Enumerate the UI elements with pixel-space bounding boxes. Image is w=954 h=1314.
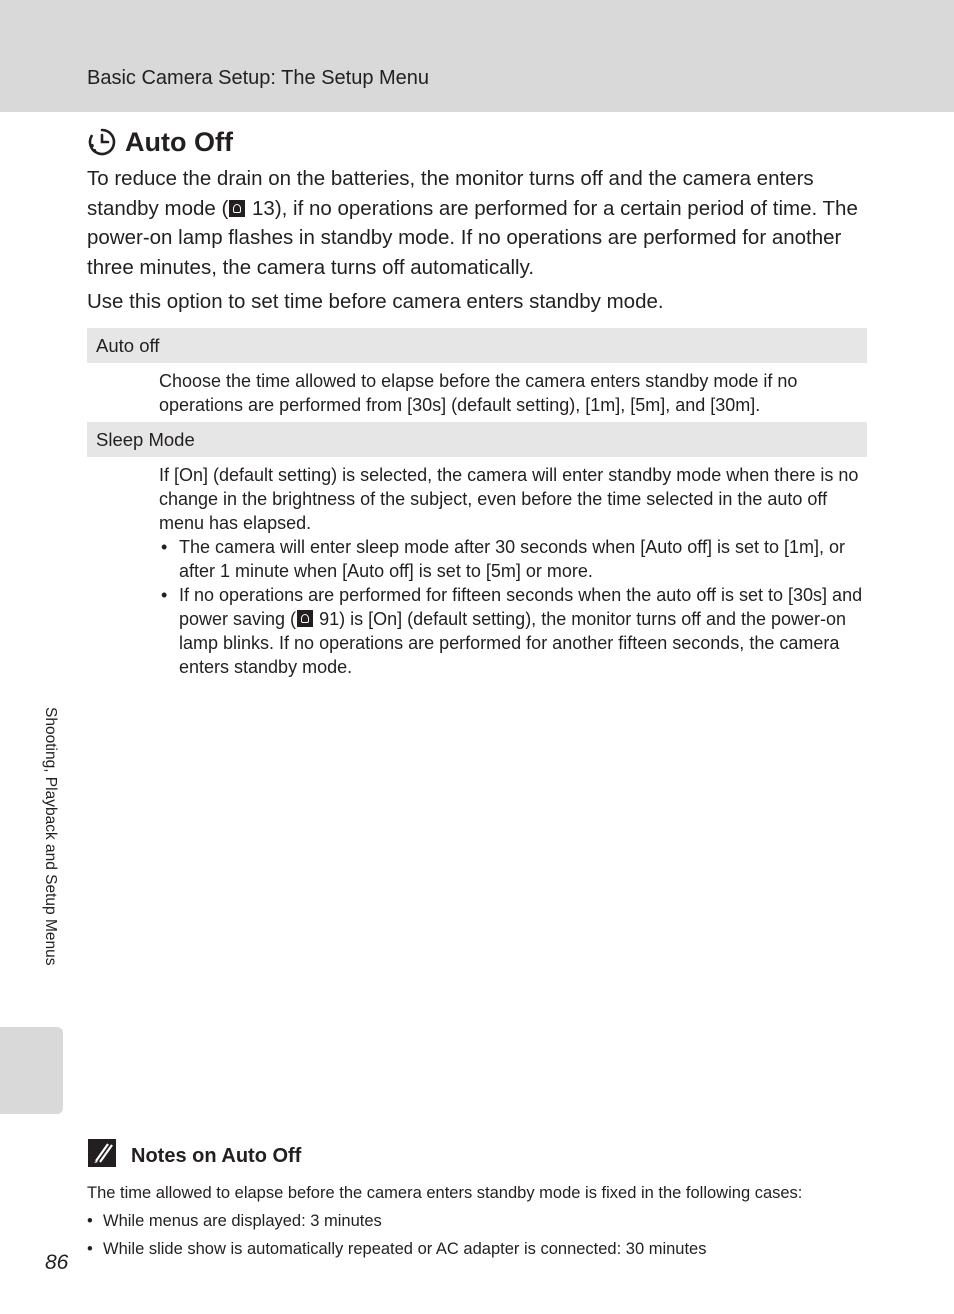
note-title: Notes on Auto Off bbox=[131, 1144, 302, 1167]
auto-off-timer-icon bbox=[87, 127, 117, 157]
sleep-mode-bullets bbox=[159, 535, 864, 679]
section-title: Basic Camera Setup: The Setup Menu bbox=[87, 67, 430, 89]
note-heading bbox=[87, 1140, 301, 1172]
note-pencil-icon bbox=[87, 1138, 117, 1174]
list-item: • The camera will enter sleep mode after 30 seconds when [Auto off] is set to [1m], or after 1 minute when [Auto off] is set to [5m] or more. bbox=[159, 535, 864, 583]
bullet-text-part: ) is [On] (default setting), the monitor turns off and the power-on lamp blinks. If no operations are performed for another fifteen seconds, the camera enters standby mode. bbox=[179, 609, 847, 677]
intro-text-part: ), if no operations are performed for a certain period of time. The power-on lamp flashes in standby mode. If no operations are performed for another three minutes, the camera turns off automatically. bbox=[87, 196, 858, 279]
note-intro: The time allowed to elapse before the camera enters standby mode is fixed in the following cases: bbox=[87, 1184, 803, 1202]
header-band bbox=[0, 0, 954, 112]
page-title-text: Auto Off bbox=[125, 126, 233, 157]
intro-paragraph bbox=[87, 164, 877, 282]
intro-paragraph: Use this option to set time before camera enters standby mode. bbox=[87, 290, 664, 313]
option-heading-auto-off: Auto off bbox=[87, 328, 867, 363]
chapter-tab bbox=[0, 1027, 63, 1114]
option-description-auto-off bbox=[159, 369, 864, 417]
note-list bbox=[87, 1207, 877, 1263]
page-title bbox=[87, 124, 233, 160]
page-reference-icon bbox=[229, 200, 245, 217]
page-reference-icon bbox=[297, 610, 313, 627]
option-description-sleep-mode bbox=[159, 463, 864, 679]
option-description-text: Choose the time allowed to elapse before the camera enters standby mode if no operations are performed from [30s] (default setting), [1m], [5m], and [30m]. bbox=[159, 371, 798, 415]
list-item bbox=[159, 583, 864, 679]
intro-text-part: To reduce the drain on the batteries, the monitor turns off and the camera enters standby mode ( bbox=[87, 167, 814, 220]
option-description-text: If [On] (default setting) is selected, the camera will enter standby mode when there is no change in the brightness of the subject, even before the time selected in the auto off menu has elapsed. bbox=[159, 465, 859, 533]
chapter-label: Shooting, Playback and Setup Menus bbox=[42, 707, 59, 966]
bullet-text-part: If no operations are performed for fifteen seconds when the auto off is set to [30s] and power saving ( bbox=[179, 585, 863, 629]
list-item: • While slide show is automatically repeated or AC adapter is connected: 30 minutes bbox=[87, 1235, 877, 1263]
intro-text bbox=[87, 164, 877, 317]
list-item: • While menus are displayed: 3 minutes bbox=[87, 1207, 877, 1235]
option-heading-sleep-mode: Sleep Mode bbox=[87, 422, 867, 457]
page-reference: 13 bbox=[252, 196, 275, 220]
note-body bbox=[87, 1179, 877, 1263]
page-reference: 91 bbox=[319, 609, 340, 629]
page-number: 86 bbox=[45, 1251, 69, 1274]
